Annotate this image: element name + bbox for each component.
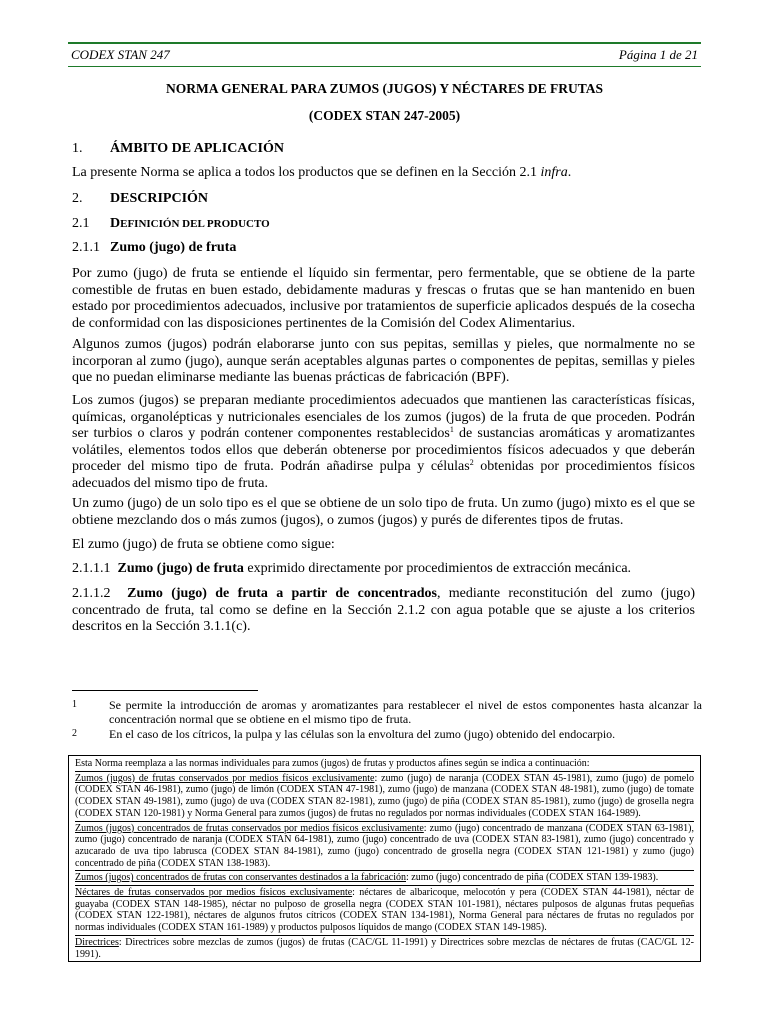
section-1-text bbox=[72, 165, 695, 182]
box-block-text: : Directrices sobre mezclas de zumos (jugos) de frutas (CAC/GL 11-1991) y Directrices sobre mezclas de néctares de frutas (CAC/GL 12-1991). bbox=[75, 936, 694, 960]
page-header bbox=[68, 42, 701, 67]
footnote-mark: 2 bbox=[72, 728, 77, 739]
footnote-1 bbox=[72, 698, 702, 726]
box-block-heading: Zumos (jugos) concentrados de frutas con conservantes destinados a la fabricación bbox=[75, 872, 406, 884]
superseded-standards-box bbox=[68, 755, 701, 962]
footnote-ref-2: 2 bbox=[469, 458, 474, 467]
section-number: 1. bbox=[72, 141, 83, 156]
footnote-mark: 1 bbox=[72, 699, 77, 710]
footnote-text: Se permite la introducción de aromas y aromatizantes para restablecer el nivel de estos componentes hasta alcanzar la concentración normal que se obtiene en el mismo tipo de fruta. bbox=[109, 698, 702, 726]
section-number: 2.1.1.2 bbox=[72, 586, 111, 601]
section-title-initial: D bbox=[110, 216, 121, 231]
box-block-heading: Zumos (jugos) concentrados de frutas conservados por medios físicos exclusivamente bbox=[75, 822, 424, 834]
paragraph-2: Algunos zumos (jugos) podrán elaborarse junto con sus pepitas, semillas y pieles, que normalmente no se incorporan al zumo (jugo), aunque serán aceptables algunas partes o componentes de pepitas, semillas y pieles que no puedan eliminarse mediante las buenas prácticas de fabricación (BPF). bbox=[72, 337, 695, 385]
header-doc-code: CODEX STAN 247 bbox=[71, 47, 170, 62]
footnote-divider bbox=[72, 690, 258, 691]
paragraph-1: Por zumo (jugo) de fruta se entiende el líquido sin fermentar, pero fermentable, que se obtiene de la parte comestible de frutas en buen estado, debidamente maduras y frescas o frutas que se han mantenido en buen estado por procedimientos adecuados, inclusive por tratamientos de superficie aplicados después de la cosecha de conformidad con las disposiciones pertinentes de la Comisión del Codex Alimentarius. bbox=[72, 266, 695, 331]
footnote-text: En el caso de los cítricos, la pulpa y las células son la envoltura del zumo (jugo) obtenido del endocarpio. bbox=[109, 727, 616, 741]
section-number: 2.1.1.1 bbox=[72, 561, 111, 576]
text: de sustancias aromáticas y aromatizantes volátiles, elementos todos ellos que deberán obtenerse por procedimientos físicos adecuados y que deberán proceder del mismo tipo de fruta. Podrán añadirse pulpa y células bbox=[72, 426, 695, 474]
box-intro: Esta Norma reemplaza a las normas individuales para zumos (jugos) de frutas y productos afines según se indica a continuación: bbox=[75, 758, 590, 769]
box-block-text: : zumo (jugo) concentrado de piña (CODEX STAN 139-1983). bbox=[406, 872, 659, 884]
section-2-heading bbox=[72, 191, 208, 207]
text: La presente Norma se aplica a todos los productos que se definen en la Sección 2.1 bbox=[72, 165, 541, 180]
box-block-nectars bbox=[75, 885, 694, 934]
section-2-1-1-1 bbox=[72, 561, 695, 578]
box-block-juices bbox=[75, 771, 694, 820]
section-1-heading bbox=[72, 141, 284, 157]
section-number: 2.1 bbox=[72, 216, 90, 231]
box-block-concentrates bbox=[75, 821, 694, 870]
text: obtenidas por procedimientos físicos adecuados del mismo tipo de fruta. bbox=[72, 459, 695, 491]
box-block-guidelines bbox=[75, 935, 694, 960]
section-2-1-heading bbox=[72, 216, 270, 232]
document-title: NORMA GENERAL PARA ZUMOS (JUGOS) Y NÉCTARES DE FRUTAS bbox=[165, 81, 604, 96]
section-title: EFINICIÓN DEL PRODUCTO bbox=[120, 218, 270, 230]
box-block-heading: Directrices bbox=[75, 936, 119, 948]
box-block-preserved-concentrates bbox=[75, 870, 694, 884]
footnote-2 bbox=[72, 727, 702, 741]
paragraph-3 bbox=[72, 393, 695, 492]
box-block-text: : néctares de albaricoque, melocotón y pera (CODEX STAN 44-1981), néctar de guayaba (CODEX STAN 148-1985), néctar no pulposo de grosella negra (CODEX STAN 101-1981), néctares pulposos de algunas frutas pequeñas (CODEX STAN 122-1981), néctares de algunos frutos cítricos (CODEX STAN 134-1981), Norma General para néctares de frutas no regulados por normas individuales (CODEX STAN 161-1989) y productos pulposos líquidos de mango (CODEX STAN 149-1985). bbox=[75, 887, 694, 934]
section-number: 2. bbox=[72, 191, 83, 206]
term: Zumo (jugo) de fruta a partir de concentrados bbox=[127, 586, 437, 601]
box-block-text: : zumo (jugo) de naranja (CODEX STAN 45-1981), zumo (jugo) de pomelo (CODEX STAN 46-1981), zumo (jugo) de limón (CODEX STAN 47-1981), zumo (jugo) de manzana (CODEX STAN 48-1981), zumo (jugo) de tomate (CODEX STAN 49-1981), zumo (jugo) de uva (CODEX STAN 82-1981), zumo (jugo) de piña (CODEX STAN 85-1981), zumo (jugo) de grosella negra (CODEX STAN 120-1981) y Norma General para zumos (jugos) de frutas no regulados por normas individuales (CODEX STAN 164-1989). bbox=[75, 772, 694, 819]
section-title: ÁMBITO DE APLICACIÓN bbox=[110, 141, 284, 156]
footnote-ref-1: 1 bbox=[449, 425, 454, 434]
text: , mediante reconstitución del zumo (jugo) concentrado de fruta, tal como se define en la Sección 2.1.2 con agua potable que se ajuste a los criterios descritos en la Sección 3.1.1(c). bbox=[72, 586, 696, 634]
header-page-number: Página 1 de 21 bbox=[618, 47, 698, 62]
text: exprimido directamente por procedimientos de extracción mecánica. bbox=[243, 561, 632, 576]
section-title: DESCRIPCIÓN bbox=[110, 191, 209, 206]
paragraph-4: Un zumo (jugo) de un solo tipo es el que se obtiene de un solo tipo de fruta. Un zumo (jugo) mixto es el que se obtiene mezclando dos o más zumos (jugos), o zumos (jugos) y purés de diferentes tipos de frutas. bbox=[72, 496, 695, 528]
box-block-heading: Zumos (jugos) de frutas conservados por medios físicos exclusivamente bbox=[75, 772, 375, 784]
text: . bbox=[567, 165, 572, 180]
box-block-heading: Néctares de frutas conservados por medios físicos exclusivamente bbox=[75, 887, 353, 899]
box-block-text: : zumo (jugo) concentrado de manzana (CODEX STAN 63-1981), zumo (jugo) concentrado de naranja (CODEX STAN 64-1981), zumo (jugo) concentrado de uva (CODEX STAN 83-1981), zumo (jugo) concentrado y azucarado de uva tipo labrusca (CODEX STAN 84-1981), zumo (jugo) concentrado de grosella negra (CODEX STAN 121-1981) y zumo (jugo) concentrado de piña (CODEX STAN 138-1983). bbox=[75, 822, 694, 869]
document-subtitle: (CODEX STAN 247-2005) bbox=[308, 108, 461, 123]
text: Los zumos (jugos) se preparan mediante procedimientos adecuados que mantienen las características físicas, químicas, organolépticas y nutricionales esenciales de los zumos (jugos) de la fruta de que proceden. Podrán ser turbios o claros y podrán contener componentes restablecidos bbox=[72, 393, 695, 441]
text-italic: infra bbox=[540, 165, 568, 180]
section-number: 2.1.1 bbox=[72, 240, 100, 255]
section-2-1-1-2 bbox=[72, 586, 695, 636]
section-2-1-1-heading bbox=[72, 240, 236, 256]
term: Zumo (jugo) de fruta bbox=[117, 561, 244, 576]
section-title: Zumo (jugo) de fruta bbox=[110, 240, 237, 255]
paragraph-5: El zumo (jugo) de fruta se obtiene como sigue: bbox=[72, 537, 335, 552]
